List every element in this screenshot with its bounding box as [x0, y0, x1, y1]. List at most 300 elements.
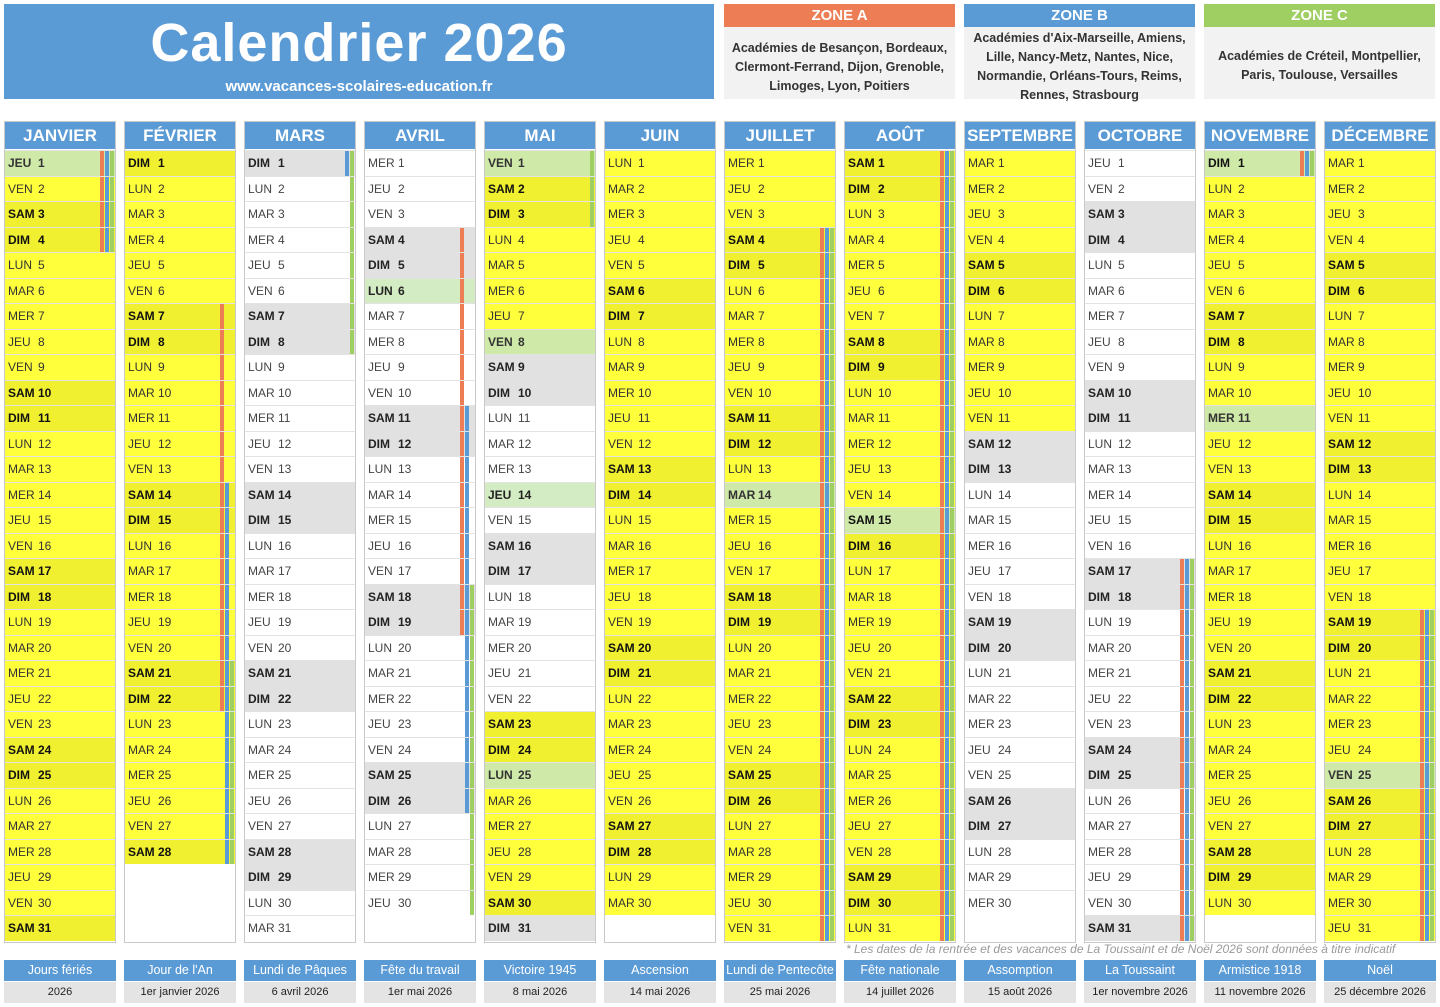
day-cell[interactable] — [1085, 915, 1195, 941]
day-cell[interactable] — [845, 609, 955, 635]
day-cell[interactable] — [1205, 609, 1315, 635]
day-cell[interactable] — [605, 864, 715, 890]
day-cell[interactable] — [965, 507, 1075, 533]
day-cell[interactable] — [485, 635, 595, 661]
day-cell[interactable] — [245, 482, 355, 508]
day-cell[interactable] — [1325, 456, 1435, 482]
day-cell[interactable] — [845, 176, 955, 202]
day-cell[interactable] — [485, 176, 595, 202]
day-cell[interactable] — [605, 558, 715, 584]
day-cell[interactable] — [5, 890, 115, 916]
day-cell[interactable] — [125, 303, 235, 329]
day-cell[interactable] — [725, 711, 835, 737]
day-cell[interactable] — [5, 915, 115, 941]
day-cell[interactable] — [965, 839, 1075, 865]
day-cell[interactable] — [485, 533, 595, 559]
day-cell[interactable] — [1325, 788, 1435, 814]
day-cell[interactable] — [485, 762, 595, 788]
day-cell[interactable] — [1205, 686, 1315, 712]
day-cell[interactable] — [125, 558, 235, 584]
day-cell[interactable] — [1205, 431, 1315, 457]
day-cell[interactable] — [125, 609, 235, 635]
day-cell[interactable] — [5, 788, 115, 814]
day-cell[interactable] — [1325, 201, 1435, 227]
day-cell[interactable] — [365, 405, 475, 431]
day-cell[interactable] — [725, 405, 835, 431]
day-cell[interactable] — [365, 711, 475, 737]
day-cell[interactable] — [485, 711, 595, 737]
day-cell[interactable] — [965, 380, 1075, 406]
day-cell[interactable] — [245, 915, 355, 941]
day-cell[interactable] — [125, 150, 235, 176]
day-cell[interactable] — [1205, 558, 1315, 584]
day-cell[interactable] — [725, 354, 835, 380]
day-cell[interactable] — [605, 686, 715, 712]
day-cell[interactable] — [725, 507, 835, 533]
day-cell[interactable] — [5, 405, 115, 431]
day-cell[interactable] — [605, 584, 715, 610]
day-cell[interactable] — [1325, 507, 1435, 533]
day-cell[interactable] — [1085, 227, 1195, 253]
day-cell[interactable] — [365, 660, 475, 686]
day-cell[interactable] — [605, 405, 715, 431]
day-cell[interactable] — [1325, 278, 1435, 304]
day-cell[interactable] — [1325, 711, 1435, 737]
day-cell[interactable] — [965, 405, 1075, 431]
day-cell[interactable] — [965, 227, 1075, 253]
day-cell[interactable] — [485, 227, 595, 253]
day-cell[interactable] — [365, 839, 475, 865]
day-cell[interactable] — [125, 456, 235, 482]
day-cell[interactable] — [1205, 201, 1315, 227]
day-cell[interactable] — [125, 839, 235, 865]
day-cell[interactable] — [1085, 890, 1195, 916]
day-cell[interactable] — [485, 507, 595, 533]
day-cell[interactable] — [965, 533, 1075, 559]
day-cell[interactable] — [845, 507, 955, 533]
day-cell[interactable] — [365, 201, 475, 227]
day-cell[interactable] — [1325, 635, 1435, 661]
day-cell[interactable] — [1205, 482, 1315, 508]
day-cell[interactable] — [1325, 558, 1435, 584]
day-cell[interactable] — [605, 303, 715, 329]
day-cell[interactable] — [1085, 507, 1195, 533]
day-cell[interactable] — [1325, 176, 1435, 202]
day-cell[interactable] — [605, 737, 715, 763]
day-cell[interactable] — [125, 278, 235, 304]
day-cell[interactable] — [245, 686, 355, 712]
day-cell[interactable] — [845, 558, 955, 584]
day-cell[interactable] — [245, 329, 355, 355]
day-cell[interactable] — [1085, 176, 1195, 202]
day-cell[interactable] — [845, 686, 955, 712]
day-cell[interactable] — [485, 839, 595, 865]
day-cell[interactable] — [605, 176, 715, 202]
day-cell[interactable] — [845, 533, 955, 559]
day-cell[interactable] — [485, 558, 595, 584]
day-cell[interactable] — [5, 507, 115, 533]
day-cell[interactable] — [845, 660, 955, 686]
day-cell[interactable] — [725, 686, 835, 712]
day-cell[interactable] — [485, 737, 595, 763]
day-cell[interactable] — [845, 354, 955, 380]
day-cell[interactable] — [245, 533, 355, 559]
day-cell[interactable] — [1325, 686, 1435, 712]
day-cell[interactable] — [485, 380, 595, 406]
day-cell[interactable] — [125, 252, 235, 278]
day-cell[interactable] — [845, 227, 955, 253]
day-cell[interactable] — [1325, 762, 1435, 788]
day-cell[interactable] — [965, 609, 1075, 635]
day-cell[interactable] — [1085, 354, 1195, 380]
day-cell[interactable] — [1325, 329, 1435, 355]
day-cell[interactable] — [485, 278, 595, 304]
day-cell[interactable] — [1325, 609, 1435, 635]
day-cell[interactable] — [605, 278, 715, 304]
day-cell[interactable] — [1205, 303, 1315, 329]
day-cell[interactable] — [845, 150, 955, 176]
day-cell[interactable] — [365, 788, 475, 814]
day-cell[interactable] — [845, 329, 955, 355]
day-cell[interactable] — [1085, 711, 1195, 737]
day-cell[interactable] — [725, 558, 835, 584]
day-cell[interactable] — [5, 176, 115, 202]
day-cell[interactable] — [125, 660, 235, 686]
day-cell[interactable] — [485, 788, 595, 814]
day-cell[interactable] — [485, 864, 595, 890]
day-cell[interactable] — [725, 609, 835, 635]
day-cell[interactable] — [5, 329, 115, 355]
day-cell[interactable] — [1085, 737, 1195, 763]
day-cell[interactable] — [845, 864, 955, 890]
day-cell[interactable] — [485, 584, 595, 610]
day-cell[interactable] — [365, 762, 475, 788]
day-cell[interactable] — [1205, 711, 1315, 737]
day-cell[interactable] — [245, 584, 355, 610]
day-cell[interactable] — [1205, 252, 1315, 278]
day-cell[interactable] — [245, 380, 355, 406]
day-cell[interactable] — [1085, 278, 1195, 304]
day-cell[interactable] — [125, 813, 235, 839]
day-cell[interactable] — [1325, 431, 1435, 457]
day-cell[interactable] — [965, 686, 1075, 712]
day-cell[interactable] — [365, 227, 475, 253]
day-cell[interactable] — [1205, 329, 1315, 355]
day-cell[interactable] — [1325, 813, 1435, 839]
day-cell[interactable] — [605, 890, 715, 916]
day-cell[interactable] — [5, 737, 115, 763]
day-cell[interactable] — [485, 915, 595, 941]
day-cell[interactable] — [965, 864, 1075, 890]
day-cell[interactable] — [725, 737, 835, 763]
day-cell[interactable] — [845, 303, 955, 329]
day-cell[interactable] — [5, 533, 115, 559]
day-cell[interactable] — [965, 737, 1075, 763]
day-cell[interactable] — [365, 558, 475, 584]
day-cell[interactable] — [965, 890, 1075, 916]
day-cell[interactable] — [1085, 864, 1195, 890]
day-cell[interactable] — [845, 813, 955, 839]
day-cell[interactable] — [125, 405, 235, 431]
day-cell[interactable] — [1085, 303, 1195, 329]
day-cell[interactable] — [485, 660, 595, 686]
day-cell[interactable] — [125, 176, 235, 202]
day-cell[interactable] — [1205, 890, 1315, 916]
day-cell[interactable] — [605, 482, 715, 508]
day-cell[interactable] — [725, 150, 835, 176]
day-cell[interactable] — [1325, 380, 1435, 406]
day-cell[interactable] — [965, 150, 1075, 176]
day-cell[interactable] — [725, 915, 835, 941]
day-cell[interactable] — [965, 201, 1075, 227]
day-cell[interactable] — [605, 533, 715, 559]
day-cell[interactable] — [1205, 839, 1315, 865]
day-cell[interactable] — [965, 813, 1075, 839]
day-cell[interactable] — [725, 660, 835, 686]
day-cell[interactable] — [365, 150, 475, 176]
day-cell[interactable] — [1085, 533, 1195, 559]
day-cell[interactable] — [5, 482, 115, 508]
day-cell[interactable] — [1085, 686, 1195, 712]
day-cell[interactable] — [605, 660, 715, 686]
day-cell[interactable] — [965, 482, 1075, 508]
day-cell[interactable] — [5, 380, 115, 406]
website-link[interactable]: www.vacances-scolaires-education.fr — [225, 78, 493, 95]
day-cell[interactable] — [1085, 558, 1195, 584]
day-cell[interactable] — [5, 150, 115, 176]
day-cell[interactable] — [965, 303, 1075, 329]
day-cell[interactable] — [725, 482, 835, 508]
day-cell[interactable] — [1325, 303, 1435, 329]
day-cell[interactable] — [725, 201, 835, 227]
day-cell[interactable] — [965, 660, 1075, 686]
day-cell[interactable] — [365, 482, 475, 508]
day-cell[interactable] — [1325, 839, 1435, 865]
day-cell[interactable] — [245, 711, 355, 737]
day-cell[interactable] — [1325, 405, 1435, 431]
day-cell[interactable] — [605, 354, 715, 380]
day-cell[interactable] — [1085, 813, 1195, 839]
day-cell[interactable] — [1085, 788, 1195, 814]
day-cell[interactable] — [1205, 635, 1315, 661]
day-cell[interactable] — [245, 788, 355, 814]
day-cell[interactable] — [1205, 278, 1315, 304]
day-cell[interactable] — [605, 329, 715, 355]
day-cell[interactable] — [1085, 380, 1195, 406]
day-cell[interactable] — [605, 839, 715, 865]
day-cell[interactable] — [1205, 405, 1315, 431]
day-cell[interactable] — [125, 762, 235, 788]
day-cell[interactable] — [5, 558, 115, 584]
day-cell[interactable] — [245, 635, 355, 661]
day-cell[interactable] — [1085, 252, 1195, 278]
day-cell[interactable] — [965, 456, 1075, 482]
day-cell[interactable] — [845, 762, 955, 788]
day-cell[interactable] — [845, 380, 955, 406]
day-cell[interactable] — [605, 201, 715, 227]
day-cell[interactable] — [845, 278, 955, 304]
day-cell[interactable] — [5, 660, 115, 686]
day-cell[interactable] — [125, 227, 235, 253]
day-cell[interactable] — [245, 278, 355, 304]
day-cell[interactable] — [965, 176, 1075, 202]
day-cell[interactable] — [365, 329, 475, 355]
day-cell[interactable] — [965, 762, 1075, 788]
day-cell[interactable] — [725, 635, 835, 661]
day-cell[interactable] — [605, 711, 715, 737]
day-cell[interactable] — [485, 813, 595, 839]
day-cell[interactable] — [965, 252, 1075, 278]
day-cell[interactable] — [125, 201, 235, 227]
day-cell[interactable] — [725, 762, 835, 788]
day-cell[interactable] — [1325, 890, 1435, 916]
day-cell[interactable] — [1085, 150, 1195, 176]
day-cell[interactable] — [1205, 584, 1315, 610]
day-cell[interactable] — [1205, 864, 1315, 890]
day-cell[interactable] — [1205, 507, 1315, 533]
day-cell[interactable] — [725, 456, 835, 482]
day-cell[interactable] — [1325, 660, 1435, 686]
day-cell[interactable] — [845, 737, 955, 763]
day-cell[interactable] — [605, 227, 715, 253]
day-cell[interactable] — [365, 813, 475, 839]
day-cell[interactable] — [485, 686, 595, 712]
day-cell[interactable] — [245, 303, 355, 329]
day-cell[interactable] — [245, 201, 355, 227]
day-cell[interactable] — [485, 890, 595, 916]
day-cell[interactable] — [725, 252, 835, 278]
day-cell[interactable] — [605, 762, 715, 788]
day-cell[interactable] — [125, 431, 235, 457]
day-cell[interactable] — [365, 864, 475, 890]
day-cell[interactable] — [5, 303, 115, 329]
day-cell[interactable] — [5, 635, 115, 661]
day-cell[interactable] — [5, 686, 115, 712]
day-cell[interactable] — [125, 380, 235, 406]
day-cell[interactable] — [605, 635, 715, 661]
day-cell[interactable] — [365, 584, 475, 610]
day-cell[interactable] — [845, 788, 955, 814]
day-cell[interactable] — [5, 456, 115, 482]
day-cell[interactable] — [605, 609, 715, 635]
day-cell[interactable] — [605, 431, 715, 457]
day-cell[interactable] — [125, 788, 235, 814]
day-cell[interactable] — [485, 201, 595, 227]
day-cell[interactable] — [605, 813, 715, 839]
day-cell[interactable] — [1085, 762, 1195, 788]
day-cell[interactable] — [1205, 533, 1315, 559]
day-cell[interactable] — [5, 252, 115, 278]
day-cell[interactable] — [1205, 660, 1315, 686]
day-cell[interactable] — [1205, 813, 1315, 839]
day-cell[interactable] — [845, 431, 955, 457]
day-cell[interactable] — [245, 431, 355, 457]
day-cell[interactable] — [1325, 584, 1435, 610]
day-cell[interactable] — [245, 737, 355, 763]
day-cell[interactable] — [725, 813, 835, 839]
day-cell[interactable] — [845, 839, 955, 865]
day-cell[interactable] — [965, 354, 1075, 380]
day-cell[interactable] — [245, 660, 355, 686]
day-cell[interactable] — [1325, 915, 1435, 941]
day-cell[interactable] — [5, 839, 115, 865]
day-cell[interactable] — [1325, 227, 1435, 253]
day-cell[interactable] — [1325, 354, 1435, 380]
day-cell[interactable] — [725, 176, 835, 202]
day-cell[interactable] — [965, 584, 1075, 610]
day-cell[interactable] — [605, 456, 715, 482]
day-cell[interactable] — [725, 864, 835, 890]
day-cell[interactable] — [1085, 660, 1195, 686]
day-cell[interactable] — [1205, 176, 1315, 202]
day-cell[interactable] — [965, 635, 1075, 661]
day-cell[interactable] — [725, 533, 835, 559]
day-cell[interactable] — [125, 737, 235, 763]
day-cell[interactable] — [125, 584, 235, 610]
day-cell[interactable] — [5, 864, 115, 890]
day-cell[interactable] — [485, 354, 595, 380]
day-cell[interactable] — [1085, 456, 1195, 482]
day-cell[interactable] — [245, 558, 355, 584]
day-cell[interactable] — [365, 456, 475, 482]
day-cell[interactable] — [1205, 150, 1315, 176]
day-cell[interactable] — [365, 686, 475, 712]
day-cell[interactable] — [245, 176, 355, 202]
day-cell[interactable] — [845, 201, 955, 227]
day-cell[interactable] — [1085, 635, 1195, 661]
day-cell[interactable] — [125, 507, 235, 533]
day-cell[interactable] — [485, 329, 595, 355]
day-cell[interactable] — [845, 482, 955, 508]
day-cell[interactable] — [5, 584, 115, 610]
day-cell[interactable] — [725, 839, 835, 865]
day-cell[interactable] — [1085, 329, 1195, 355]
day-cell[interactable] — [845, 584, 955, 610]
day-cell[interactable] — [725, 788, 835, 814]
day-cell[interactable] — [365, 303, 475, 329]
day-cell[interactable] — [1205, 788, 1315, 814]
day-cell[interactable] — [5, 711, 115, 737]
day-cell[interactable] — [245, 890, 355, 916]
day-cell[interactable] — [1205, 737, 1315, 763]
day-cell[interactable] — [485, 150, 595, 176]
day-cell[interactable] — [1085, 839, 1195, 865]
day-cell[interactable] — [1085, 584, 1195, 610]
day-cell[interactable] — [125, 686, 235, 712]
day-cell[interactable] — [365, 176, 475, 202]
day-cell[interactable] — [245, 150, 355, 176]
day-cell[interactable] — [365, 354, 475, 380]
day-cell[interactable] — [1325, 864, 1435, 890]
day-cell[interactable] — [1325, 252, 1435, 278]
day-cell[interactable] — [245, 839, 355, 865]
day-cell[interactable] — [485, 303, 595, 329]
day-cell[interactable] — [365, 380, 475, 406]
day-cell[interactable] — [125, 482, 235, 508]
day-cell[interactable] — [485, 405, 595, 431]
day-cell[interactable] — [365, 890, 475, 916]
day-cell[interactable] — [965, 278, 1075, 304]
day-cell[interactable] — [125, 354, 235, 380]
day-cell[interactable] — [245, 227, 355, 253]
day-cell[interactable] — [365, 737, 475, 763]
day-cell[interactable] — [605, 150, 715, 176]
day-cell[interactable] — [5, 609, 115, 635]
day-cell[interactable] — [365, 252, 475, 278]
day-cell[interactable] — [365, 533, 475, 559]
day-cell[interactable] — [1085, 609, 1195, 635]
day-cell[interactable] — [965, 558, 1075, 584]
